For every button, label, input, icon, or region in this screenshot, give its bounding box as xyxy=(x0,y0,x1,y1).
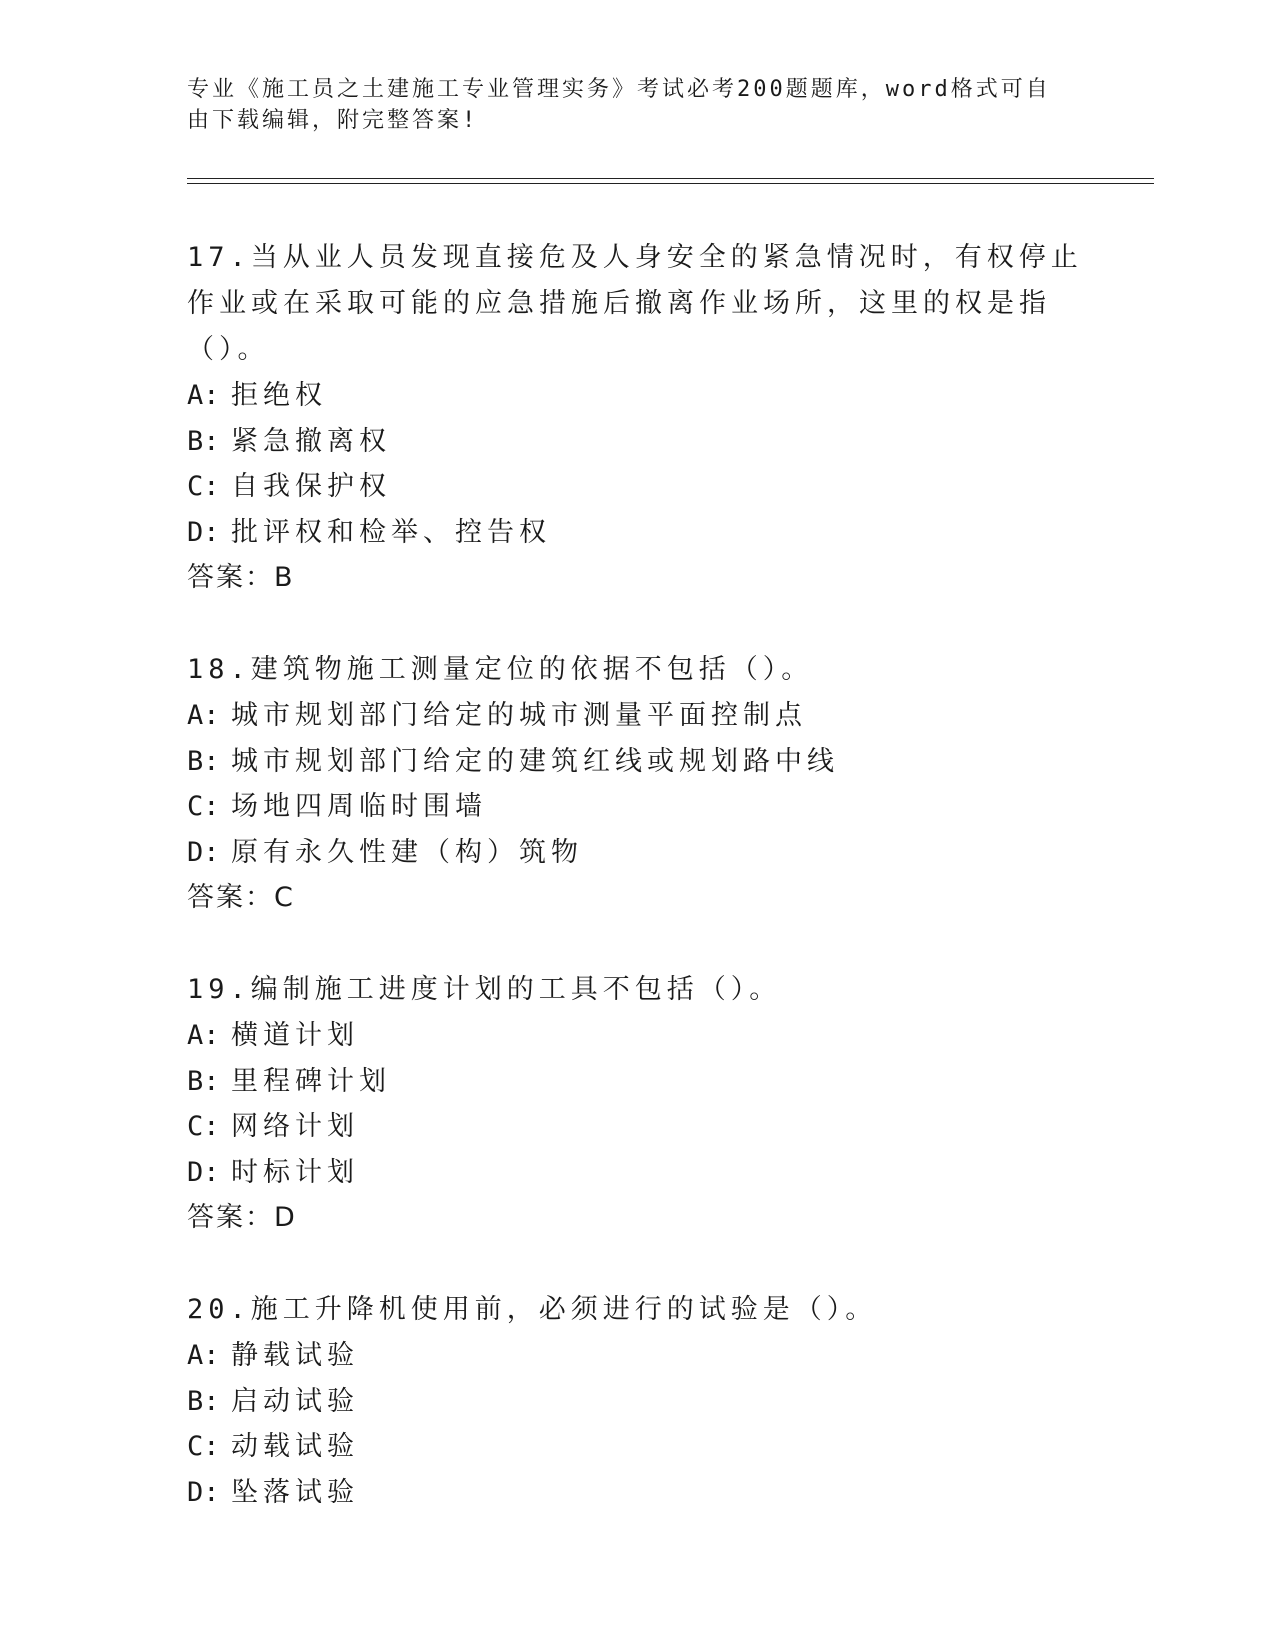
option-letter: A: xyxy=(187,1340,220,1371)
option-letter: B: xyxy=(187,745,220,777)
option-letter: C: xyxy=(187,1111,220,1142)
option-d xyxy=(187,1150,1087,1196)
option-letter: D: xyxy=(187,836,220,868)
option-text: 里程碑计划 xyxy=(231,1065,391,1097)
question-stem: 19.编制施工进度计划的工具不包括（）。 xyxy=(187,974,782,1005)
question-19 xyxy=(187,967,1087,1241)
header-rule-top xyxy=(187,178,1154,179)
question-18 xyxy=(187,647,1087,921)
option-c xyxy=(187,1104,1087,1150)
question-17 xyxy=(187,235,1087,601)
option-text: 城市规划部门给定的建筑红线或规划路中线 xyxy=(231,745,839,777)
option-letter: A: xyxy=(187,1020,220,1051)
option-letter: B: xyxy=(187,1065,220,1097)
question-list xyxy=(187,235,1087,1561)
option-text: 时标计划 xyxy=(231,1156,359,1188)
answer-line: 答案：C xyxy=(187,882,295,913)
option-a xyxy=(187,373,1087,419)
option-letter: A: xyxy=(187,380,220,411)
option-text: 自我保护权 xyxy=(231,471,391,502)
option-letter: C: xyxy=(187,791,220,822)
option-letter: C: xyxy=(187,471,220,502)
option-text: 横道计划 xyxy=(231,1020,359,1051)
question-stem: 17.当从业人员发现直接危及人身安全的紧急情况时，有权停止作业或在采取可能的应急措施后撤离作业场所，这里的权是指（）。 xyxy=(187,242,1083,365)
header-rule-bottom xyxy=(187,183,1154,184)
option-text: 原有永久性建（构）筑物 xyxy=(231,836,583,868)
option-text: 紧急撤离权 xyxy=(231,425,391,457)
option-text: 网络计划 xyxy=(231,1111,359,1142)
option-c xyxy=(187,1424,1087,1470)
option-text: 静载试验 xyxy=(231,1340,359,1371)
option-letter: D: xyxy=(187,1476,220,1508)
option-b xyxy=(187,739,1087,785)
option-b xyxy=(187,419,1087,465)
option-text: 动载试验 xyxy=(231,1431,359,1462)
option-text: 启动试验 xyxy=(231,1385,359,1417)
option-letter: D: xyxy=(187,1156,220,1188)
option-b xyxy=(187,1379,1087,1425)
option-d xyxy=(187,830,1087,876)
option-a xyxy=(187,1333,1087,1379)
answer-line: 答案：B xyxy=(187,562,295,593)
option-d xyxy=(187,510,1087,556)
option-text: 城市规划部门给定的城市测量平面控制点 xyxy=(231,700,807,731)
option-text: 批评权和检举、控告权 xyxy=(231,516,551,548)
question-20 xyxy=(187,1287,1087,1515)
option-text: 坠落试验 xyxy=(231,1476,359,1508)
option-b xyxy=(187,1059,1087,1105)
option-letter: A: xyxy=(187,700,220,731)
option-text: 拒绝权 xyxy=(231,380,327,411)
option-c xyxy=(187,464,1087,510)
option-letter: B: xyxy=(187,425,220,457)
option-text: 场地四周临时围墙 xyxy=(231,791,487,822)
option-d xyxy=(187,1470,1087,1516)
question-stem: 20.施工升降机使用前，必须进行的试验是（）。 xyxy=(187,1294,878,1325)
answer-line: 答案：D xyxy=(187,1202,297,1233)
option-a xyxy=(187,1013,1087,1059)
option-letter: B: xyxy=(187,1385,220,1417)
option-letter: C: xyxy=(187,1431,220,1462)
document-header: 专业《施工员之土建施工专业管理实务》考试必考200题题库，word格式可自由下载编辑，附完整答案! xyxy=(187,77,1051,133)
option-a xyxy=(187,693,1087,739)
question-stem: 18.建筑物施工测量定位的依据不包括（）。 xyxy=(187,654,814,685)
option-c xyxy=(187,784,1087,830)
option-letter: D: xyxy=(187,516,220,548)
